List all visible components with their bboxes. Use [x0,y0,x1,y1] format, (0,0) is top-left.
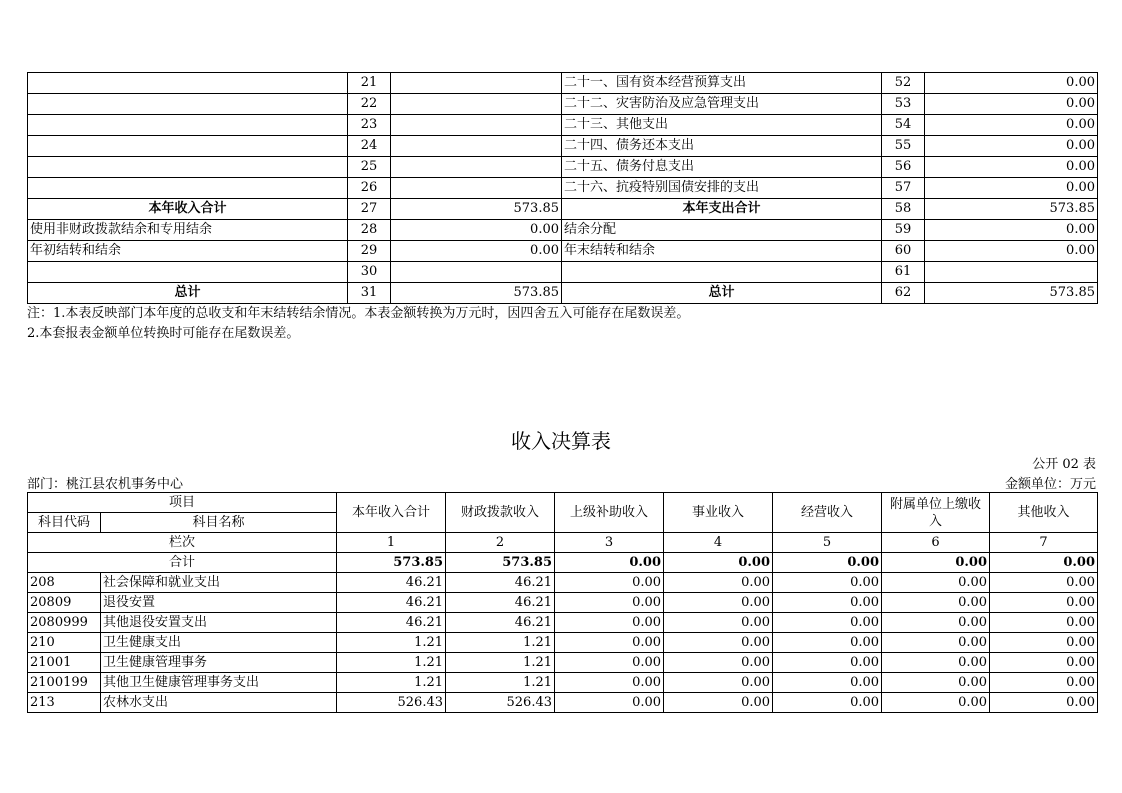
amount-cell: 0.00 [882,613,990,633]
amount-cell: 0.00 [990,593,1098,613]
amount-cell: 0.00 [664,573,773,593]
income-item-label [28,262,348,283]
expense-item-label: 二十四、债务还本支出 [562,136,882,157]
amount-cell: 0.00 [555,613,664,633]
income-row-number: 31 [348,283,391,304]
expense-amount: 0.00 [925,241,1098,262]
amount-cell: 0.00 [773,593,882,613]
amount-cell: 0.00 [664,613,773,633]
table-note-2: 2.本套报表金额单位转换时可能存在尾数误差。 [27,326,300,341]
header-col-3: 上级补助收入 [555,493,664,533]
amount-cell: 0.00 [882,653,990,673]
amount-cell: 1.21 [337,653,446,673]
amount-cell: 0.00 [882,633,990,653]
subject-name: 其他卫生健康管理事务支出 [101,673,337,693]
total-value: 0.00 [773,553,882,573]
amount-cell: 0.00 [773,613,882,633]
expense-amount: 0.00 [925,73,1098,94]
expense-amount: 573.85 [925,199,1098,220]
amount-cell: 1.21 [446,653,555,673]
expense-item-label: 年末结转和结余 [562,241,882,262]
column-index: 4 [664,533,773,553]
table-row [28,157,1098,178]
expense-item-label: 结余分配 [562,220,882,241]
amount-cell: 0.00 [555,653,664,673]
amount-cell: 0.00 [990,653,1098,673]
amount-cell: 46.21 [337,613,446,633]
subject-name: 农林水支出 [101,693,337,713]
subject-code: 213 [28,693,101,713]
table-row [28,262,1098,283]
income-item-label: 使用非财政拨款结余和专用结余 [28,220,348,241]
amount-cell: 0.00 [773,673,882,693]
header-col-5: 经营收入 [773,493,882,533]
subject-name: 社会保障和就业支出 [101,573,337,593]
expense-row-number: 61 [882,262,925,283]
department-label: 部门：桃江县农机事务中心 [27,477,184,492]
column-index-label: 栏次 [28,533,337,553]
amount-cell: 0.00 [773,653,882,673]
subject-name: 其他退役安置支出 [101,613,337,633]
amount-cell: 0.00 [555,693,664,713]
table-row [28,633,1098,653]
subject-code: 2080999 [28,613,101,633]
expense-item-label: 二十五、债务付息支出 [562,157,882,178]
amount-cell: 46.21 [337,573,446,593]
amount-cell: 0.00 [990,573,1098,593]
amount-cell: 0.00 [555,593,664,613]
table-code: 公开 02 表 [1032,457,1096,472]
expense-amount: 0.00 [925,157,1098,178]
column-index: 3 [555,533,664,553]
table-note-1: 注：1.本表反映部门本年度的总收支和年末结转结余情况。本表金额转换为万元时，因四舍五入可能存在尾数误差。 [27,306,690,321]
income-row-number: 29 [348,241,391,262]
income-amount [391,115,562,136]
income-amount: 573.85 [391,283,562,304]
expense-item-label: 二十一、国有资本经营预算支出 [562,73,882,94]
income-item-label: 本年收入合计 [28,199,348,220]
expense-item-label: 本年支出合计 [562,199,882,220]
amount-cell: 46.21 [446,613,555,633]
header-item: 项目 [28,493,337,513]
income-item-label: 总计 [28,283,348,304]
column-index: 5 [773,533,882,553]
amount-cell: 0.00 [664,673,773,693]
amount-cell: 0.00 [555,673,664,693]
income-row-number: 26 [348,178,391,199]
expense-row-number: 52 [882,73,925,94]
amount-cell: 0.00 [882,593,990,613]
expense-item-label [562,262,882,283]
header-col-6: 附属单位上缴收入 [882,493,990,533]
column-index: 1 [337,533,446,553]
income-amount [391,94,562,115]
income-amount [391,136,562,157]
amount-cell: 526.43 [337,693,446,713]
table-row [28,673,1098,693]
header-name: 科目名称 [101,513,337,533]
expense-amount: 0.00 [925,94,1098,115]
amount-cell: 1.21 [446,633,555,653]
amount-cell: 0.00 [664,633,773,653]
amount-cell: 0.00 [990,613,1098,633]
expense-amount [925,262,1098,283]
subject-code: 210 [28,633,101,653]
income-row-number: 22 [348,94,391,115]
income-final-accounts-table [27,492,1098,713]
expense-amount: 0.00 [925,178,1098,199]
table-row [28,94,1098,115]
income-amount: 0.00 [391,241,562,262]
amount-unit-label: 金额单位：万元 [1004,477,1096,492]
column-index: 2 [446,533,555,553]
expense-amount: 0.00 [925,136,1098,157]
header-col-1: 本年收入合计 [337,493,446,533]
amount-cell: 46.21 [337,593,446,613]
total-value: 573.85 [337,553,446,573]
income-amount [391,157,562,178]
table-row [28,199,1098,220]
income-item-label [28,136,348,157]
table-row [28,178,1098,199]
table-row [28,136,1098,157]
expense-row-number: 53 [882,94,925,115]
amount-cell: 0.00 [664,693,773,713]
page-title: 收入决算表 [511,429,611,453]
total-row [28,553,1098,573]
column-index: 7 [990,533,1098,553]
expense-row-number: 55 [882,136,925,157]
amount-cell: 0.00 [773,633,882,653]
subject-code: 2100199 [28,673,101,693]
table-row [28,693,1098,713]
income-row-number: 21 [348,73,391,94]
amount-cell: 0.00 [990,693,1098,713]
income-row-number: 30 [348,262,391,283]
income-amount [391,73,562,94]
amount-cell: 0.00 [773,693,882,713]
income-row-number: 23 [348,115,391,136]
table-row [28,73,1098,94]
expense-item-label: 二十二、灾害防治及应急管理支出 [562,94,882,115]
amount-cell: 0.00 [664,593,773,613]
expense-row-number: 62 [882,283,925,304]
income-amount: 573.85 [391,199,562,220]
expense-item-label: 总计 [562,283,882,304]
amount-cell: 1.21 [446,673,555,693]
header-col-4: 事业收入 [664,493,773,533]
total-value: 0.00 [555,553,664,573]
expense-amount: 0.00 [925,115,1098,136]
amount-cell: 0.00 [664,653,773,673]
amount-cell: 526.43 [446,693,555,713]
table-row [28,115,1098,136]
income-item-label [28,157,348,178]
total-value: 0.00 [664,553,773,573]
amount-cell: 0.00 [882,693,990,713]
header-col-2: 财政拨款收入 [446,493,555,533]
header-col-7: 其他收入 [990,493,1098,533]
income-item-label [28,94,348,115]
income-item-label [28,115,348,136]
amount-cell: 0.00 [990,673,1098,693]
subject-code: 21001 [28,653,101,673]
amount-cell: 0.00 [882,573,990,593]
total-value: 0.00 [882,553,990,573]
amount-cell: 1.21 [337,633,446,653]
income-row-number: 28 [348,220,391,241]
table-row [28,653,1098,673]
header-code: 科目代码 [28,513,101,533]
table-row [28,613,1098,633]
expense-item-label: 二十六、抗疫特别国债安排的支出 [562,178,882,199]
income-amount [391,178,562,199]
expense-row-number: 56 [882,157,925,178]
amount-cell: 0.00 [555,573,664,593]
table-row [28,220,1098,241]
table-row [28,593,1098,613]
expense-row-number: 58 [882,199,925,220]
expense-row-number: 59 [882,220,925,241]
total-value: 573.85 [446,553,555,573]
income-row-number: 27 [348,199,391,220]
subject-name: 退役安置 [101,593,337,613]
table-row [28,241,1098,262]
total-value: 0.00 [990,553,1098,573]
subject-code: 208 [28,573,101,593]
expense-item-label: 二十三、其他支出 [562,115,882,136]
table-row [28,573,1098,593]
budget-summary-table [27,72,1098,304]
column-index: 6 [882,533,990,553]
income-item-label: 年初结转和结余 [28,241,348,262]
amount-cell: 0.00 [773,573,882,593]
expense-row-number: 60 [882,241,925,262]
subject-name: 卫生健康支出 [101,633,337,653]
income-row-number: 25 [348,157,391,178]
income-item-label [28,178,348,199]
income-amount [391,262,562,283]
expense-row-number: 57 [882,178,925,199]
amount-cell: 0.00 [990,633,1098,653]
income-item-label [28,73,348,94]
table-row [28,283,1098,304]
expense-amount: 573.85 [925,283,1098,304]
subject-code: 20809 [28,593,101,613]
amount-cell: 1.21 [337,673,446,693]
expense-row-number: 54 [882,115,925,136]
amount-cell: 0.00 [882,673,990,693]
amount-cell: 46.21 [446,593,555,613]
subject-name: 卫生健康管理事务 [101,653,337,673]
income-row-number: 24 [348,136,391,157]
expense-amount: 0.00 [925,220,1098,241]
total-label: 合计 [28,553,337,573]
amount-cell: 0.00 [555,633,664,653]
amount-cell: 46.21 [446,573,555,593]
income-amount: 0.00 [391,220,562,241]
